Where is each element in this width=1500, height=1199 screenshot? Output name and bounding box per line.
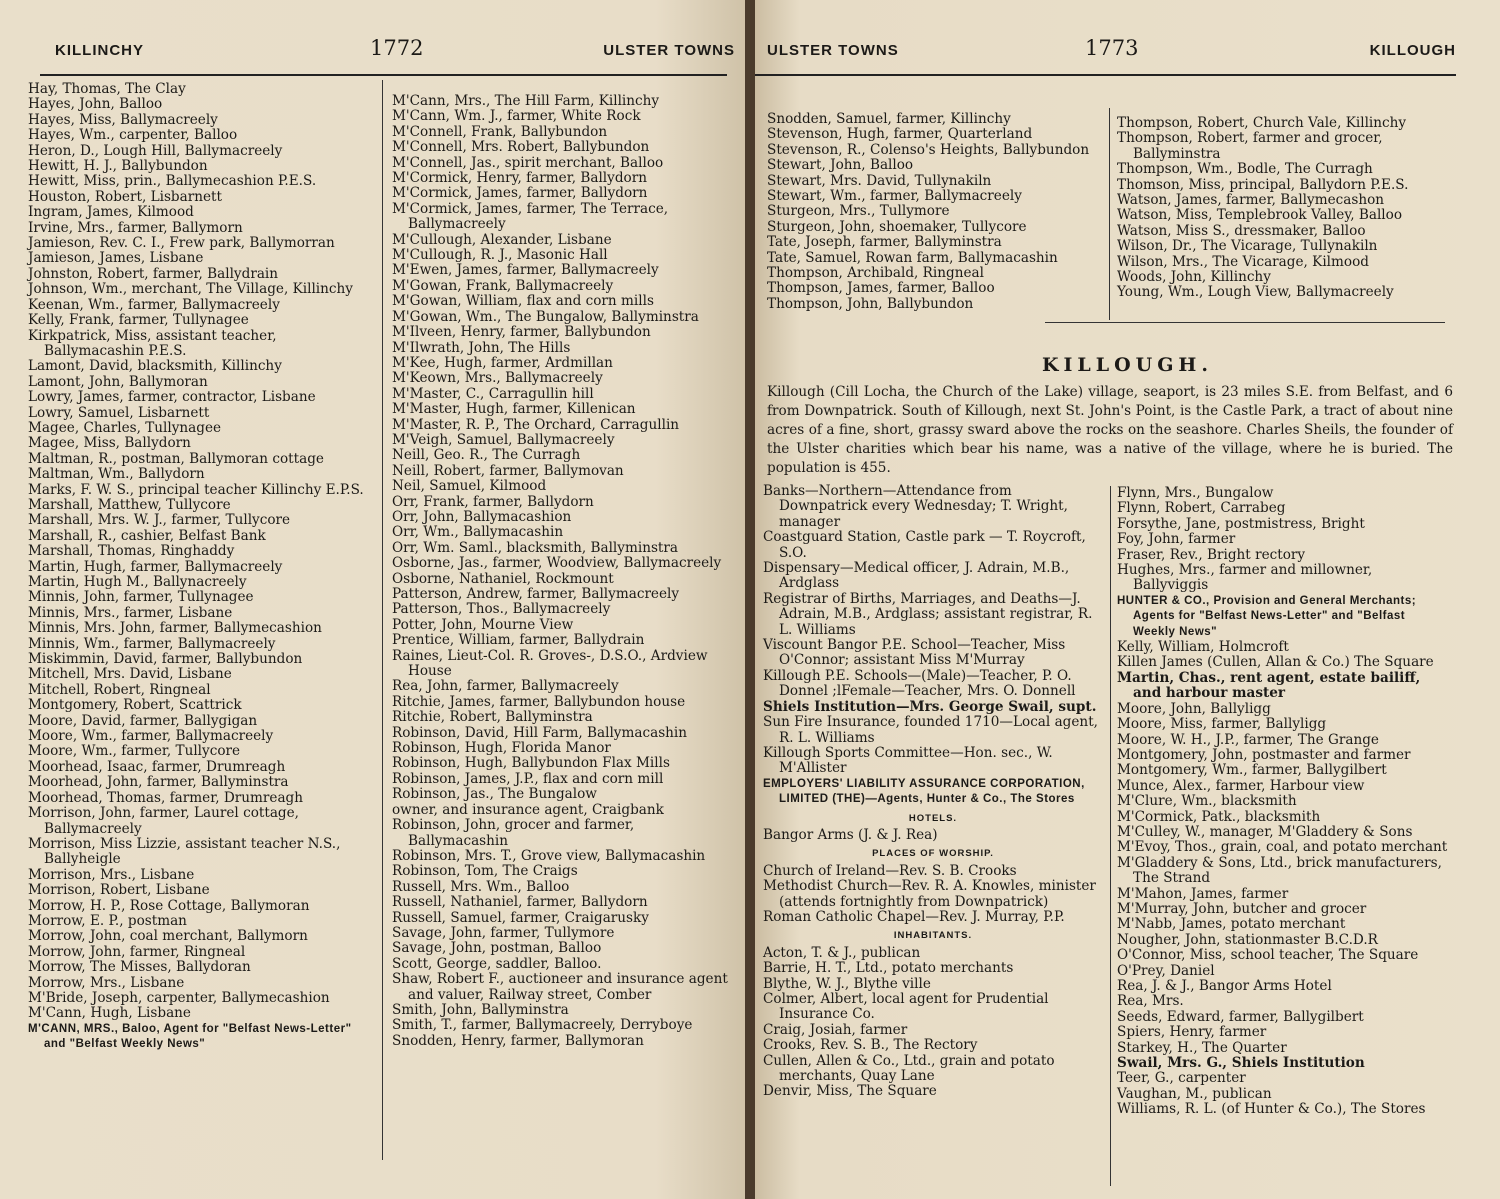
directory-entry: Montgomery, Wm., farmer, Ballygilbert bbox=[1117, 762, 1387, 779]
directory-entry: Maltman, R., postman, Ballymoran cottage bbox=[28, 450, 324, 467]
directory-entry: owner, and insurance agent, Craigbank bbox=[392, 801, 664, 818]
directory-entry: Minnis, Mrs. John, farmer, Ballymecashion bbox=[28, 620, 322, 637]
inhabitants-heading: INHABITANTS. bbox=[893, 930, 973, 942]
directory-entry: Wilson, Mrs., The Vicarage, Kilmood bbox=[1117, 253, 1369, 270]
directory-entry: Thompson, James, farmer, Balloo bbox=[767, 280, 995, 297]
directory-entry: Stewart, Wm., farmer, Ballymacreely bbox=[767, 188, 1022, 205]
directory-entry: Minnis, John, farmer, Tullynagee bbox=[28, 589, 254, 606]
directory-entry: M'Culley, W., manager, M'Gladdery & Sons bbox=[1117, 823, 1413, 840]
directory-entry: Hay, Thomas, The Clay bbox=[28, 81, 186, 97]
section-title: KILLOUGH. bbox=[1041, 354, 1214, 376]
directory-entry: M'Evoy, Thos., grain, coal, and potato merchant bbox=[1117, 839, 1448, 856]
directory-entry: Watson, Miss S., dressmaker, Balloo bbox=[1117, 222, 1366, 239]
directory-entry: Morrow, E. P., postman bbox=[28, 912, 187, 929]
section-rule bbox=[1045, 322, 1445, 323]
directory-entry: Rea, Mrs. bbox=[1117, 993, 1184, 1010]
directory-entry: M'Cann, Mrs., The Hill Farm, Killinchy bbox=[392, 93, 660, 109]
directory-entry: Munce, Alex., farmer, Harbour view bbox=[1117, 777, 1365, 794]
directory-entry: Orr, John, Ballymacashion bbox=[392, 508, 572, 525]
directory-entry: Morrow, John, farmer, Ringneal bbox=[28, 943, 246, 960]
directory-entry: Wilson, Dr., The Vicarage, Tullynakiln bbox=[1117, 238, 1378, 255]
hotels-list bbox=[763, 828, 1103, 843]
directory-entry: Moore, Wm., farmer, Ballymacreely bbox=[28, 728, 274, 745]
directory-entry: Robinson, Jas., The Bungalow bbox=[392, 786, 597, 803]
column-divider-bottom bbox=[1110, 486, 1111, 1186]
directory-entry: Mitchell, Mrs. David, Lisbane bbox=[28, 666, 232, 683]
right-top-col-1 bbox=[767, 112, 1112, 312]
directory-entry: Lamont, David, blacksmith, Killinchy bbox=[28, 358, 282, 375]
directory-entry: Watson, James, farmer, Ballymecashon bbox=[1117, 192, 1385, 209]
directory-entry: M'Kee, Hugh, farmer, Ardmillan bbox=[392, 354, 613, 371]
directory-entry: M'Murray, John, butcher and grocer bbox=[1117, 900, 1367, 917]
official-list bbox=[763, 484, 1103, 808]
directory-entry: Potter, John, Mourne View bbox=[392, 616, 574, 633]
directory-entry: M'Cormick, Patk., blacksmith bbox=[1117, 808, 1321, 825]
directory-entry: Hughes, Mrs., farmer and millowner, Ballyviggis bbox=[1117, 562, 1373, 594]
directory-entry: Killough Sports Committee—Hon. sec., W. M'Allister bbox=[763, 744, 1053, 777]
directory-entry: Cullen, Allen & Co., Ltd., grain and potato merchants, Quay Lane bbox=[763, 1052, 1055, 1085]
directory-entry: Marshall, R., cashier, Belfast Bank bbox=[28, 527, 266, 544]
directory-entry: O'Prey, Daniel bbox=[1117, 962, 1215, 979]
directory-entry: Mitchell, Robert, Ringneal bbox=[28, 681, 211, 698]
directory-entry: Kirkpatrick, Miss, assistant teacher, Ballymacashin P.E.S. bbox=[28, 327, 277, 359]
directory-entry: Tate, Joseph, farmer, Ballyminstra bbox=[767, 234, 1002, 251]
directory-entry: Lowry, Samuel, Lisbarnett bbox=[28, 404, 210, 421]
directory-entry: M'Master, C., Carragullin hill bbox=[392, 385, 594, 402]
directory-entry: Magee, Charles, Tullynagee bbox=[28, 419, 222, 436]
directory-entry: Smith, John, Ballyminstra bbox=[392, 1001, 569, 1018]
directory-entry: Morrison, Miss Lizzie, assistant teacher N.S., Ballyheigle bbox=[28, 835, 341, 868]
directory-entry: Flynn, Mrs., Bungalow bbox=[1117, 485, 1274, 501]
directory-entry: Viscount Bangor P.E. School—Teacher, Miss O'Connor; assistant Miss M'Murray bbox=[763, 637, 1066, 669]
directory-entry: Smith, T., farmer, Ballymacreely, Derryboye bbox=[392, 1017, 693, 1034]
directory-entry: Sun Fire Insurance, founded 1710—Local agent, R. L. Williams bbox=[763, 714, 1098, 746]
directory-entry: Foy, John, farmer bbox=[1117, 531, 1236, 548]
directory-entry: Spiers, Henry, farmer bbox=[1117, 1024, 1267, 1041]
directory-entry: Robinson, John, grocer and farmer, Ballymacashin bbox=[392, 817, 635, 849]
directory-entry: M'Gowan, Wm., The Bungalow, Ballyminstra bbox=[392, 308, 699, 325]
directory-entry: Martin, Chas., rent agent, estate bailiff, and harbour master bbox=[1117, 669, 1421, 702]
directory-entry: Heron, D., Lough Hill, Ballymacreely bbox=[28, 142, 283, 159]
directory-entry: M'Mahon, James, farmer bbox=[1117, 885, 1289, 902]
directory-entry: Forsythe, Jane, postmistress, Bright bbox=[1117, 515, 1365, 532]
directory-entry: Snodden, Henry, farmer, Ballymoran bbox=[392, 1032, 644, 1049]
directory-entry: Hewitt, Miss, prin., Ballymecashion P.E.S. bbox=[28, 173, 317, 190]
column-divider-top bbox=[1109, 108, 1110, 320]
directory-entry: Fraser, Rev., Bright rectory bbox=[1117, 546, 1306, 563]
directory-entry: Killough P.E. Schools—(Male)—Teacher, P. O. Donnel ;lFemale—Teacher, Mrs. O. Donnell bbox=[763, 667, 1076, 700]
directory-entry: Orr, Frank, farmer, Ballydorn bbox=[392, 493, 594, 510]
worship-list bbox=[763, 864, 1103, 926]
directory-entry: Maltman, Wm., Ballydorn bbox=[28, 466, 205, 483]
directory-entry: Martin, Hugh M., Ballynacreely bbox=[28, 574, 247, 590]
directory-entry: Dispensary—Medical officer, J. Adrain, M.B., Ardglass bbox=[763, 560, 1070, 592]
directory-entry: Neil, Samuel, Kilmood bbox=[392, 478, 547, 495]
directory-entry: Sturgeon, John, shoemaker, Tullycore bbox=[767, 218, 1027, 235]
directory-entry: M'Cullough, R. J., Masonic Hall bbox=[392, 247, 608, 264]
right-page bbox=[755, 0, 1500, 1199]
directory-entry: Robinson, David, Hill Farm, Ballymacashin bbox=[392, 724, 688, 741]
directory-entry: Moore, Wm., farmer, Tullycore bbox=[28, 743, 241, 760]
directory-entry: Marshall, Matthew, Tullycore bbox=[28, 496, 231, 513]
directory-entry: Morrison, John, farmer, Laurel cottage, Ballymacreely bbox=[28, 805, 299, 837]
directory-entry: Marshall, Thomas, Ringhaddy bbox=[28, 543, 235, 560]
directory-entry: Shiels Institution—Mrs. George Swail, supt. bbox=[763, 698, 1097, 715]
directory-entry: Hayes, Wm., carpenter, Balloo bbox=[28, 127, 238, 144]
directory-entry: Swail, Mrs. G., Shiels Institution bbox=[1117, 1055, 1365, 1072]
directory-entry: M'Gowan, Frank, Ballymacreely bbox=[392, 277, 614, 294]
running-head-left: KILLINCHY bbox=[55, 42, 144, 59]
directory-entry: Jamieson, James, Lisbane bbox=[28, 250, 204, 267]
directory-entry: Stewart, Mrs. David, Tullynakiln bbox=[767, 172, 992, 189]
directory-entry: Minnis, Wm., farmer, Ballymacreely bbox=[28, 635, 276, 652]
directory-entry: M'Nabb, James, potato merchant bbox=[1117, 916, 1346, 933]
directory-entry: Kelly, William, Holmcroft bbox=[1117, 639, 1289, 656]
directory-entry: Scott, George, saddler, Balloo. bbox=[392, 955, 602, 972]
directory-entry: Johnson, Wm., merchant, The Village, Killinchy bbox=[28, 281, 353, 298]
directory-entry: Kelly, Frank, farmer, Tullynagee bbox=[28, 312, 249, 329]
directory-entry: Jamieson, Rev. C. I., Frew park, Ballymorran bbox=[28, 235, 335, 252]
directory-entry: Thompson, Robert, farmer and grocer, Ballyminstra bbox=[1117, 130, 1383, 162]
right-top-col-2 bbox=[1117, 116, 1447, 301]
directory-entry: Osborne, Nathaniel, Rockmount bbox=[392, 570, 614, 587]
directory-entry: Russell, Mrs. Wm., Balloo bbox=[392, 878, 570, 895]
directory-entry: Neill, Geo. R., The Curragh bbox=[392, 447, 581, 464]
directory-entry: EMPLOYERS' LIABILITY ASSURANCE CORPORATION, LIMITED (THE)—Agents, Hunter & Co., The Stores bbox=[763, 777, 1085, 806]
section-intro: Killough (Cill Locha, the Church of the Lake) village, seaport, is 23 miles S.E. from Belfast, and 6 from Downpatrick. South of Killough, next St. John's Point, is the Castle Park, a tract of about nine acres of a fine, short, grassy sward above the rocks on the seashore. Charles Sheils, the founder of the Ulster charities which bear his name, was a native of the village, where he is buried. The population is 455. bbox=[767, 384, 1453, 476]
directory-entry: Stevenson, Hugh, farmer, Quarterland bbox=[767, 126, 1033, 143]
directory-entry: Miskimmin, David, farmer, Ballybundon bbox=[28, 651, 303, 668]
directory-entry: Johnston, Robert, farmer, Ballydrain bbox=[28, 265, 279, 282]
directory-entry: Moore, Miss, farmer, Ballyligg bbox=[1117, 716, 1327, 733]
directory-entry: Marshall, Mrs. W. J., farmer, Tullycore bbox=[28, 512, 291, 529]
directory-entry: Patterson, Andrew, farmer, Ballymacreely bbox=[392, 586, 680, 602]
directory-entry: M'Cann, Hugh, Lisbane bbox=[28, 1005, 191, 1022]
directory-entry: Houston, Robert, Lisbarnett bbox=[28, 188, 222, 205]
directory-entry: Thompson, Robert, Church Vale, Killinchy bbox=[1117, 115, 1407, 131]
right-page-header bbox=[755, 30, 1500, 76]
directory-entry: Acton, T. & J., publican bbox=[763, 944, 921, 961]
directory-entry: M'Connell, Frank, Ballybundon bbox=[392, 123, 608, 140]
directory-entry: Thomson, Miss, principal, Ballydorn P.E.S. bbox=[1117, 176, 1409, 193]
directory-entry: Young, Wm., Lough View, Ballymacreely bbox=[1117, 284, 1394, 301]
directory-entry: Ritchie, James, farmer, Ballybundon house bbox=[392, 693, 686, 710]
directory-entry: Seeds, Edward, farmer, Ballygilbert bbox=[1117, 1008, 1364, 1025]
directory-entry: Bangor Arms (J. & J. Rea) bbox=[763, 826, 938, 843]
directory-entry: Williams, R. L. (of Hunter & Co.), The Stores bbox=[1117, 1101, 1426, 1118]
directory-entry: Irvine, Mrs., farmer, Ballymorn bbox=[28, 219, 243, 236]
directory-entry: Watson, Miss, Templebrook Valley, Balloo bbox=[1117, 207, 1403, 224]
directory-entry: Patterson, Thos., Ballymacreely bbox=[392, 601, 611, 618]
directory-entry: Thompson, Wm., Bodle, The Curragh bbox=[1117, 161, 1373, 178]
directory-entry: Neill, Robert, farmer, Ballymovan bbox=[392, 462, 624, 479]
directory-entry: Nougher, John, stationmaster B.C.D.R bbox=[1117, 931, 1378, 948]
directory-entry: Robinson, James, J.P., flax and corn mill bbox=[392, 770, 664, 787]
running-head-left: ULSTER TOWNS bbox=[767, 42, 899, 59]
directory-entry: Flynn, Robert, Carrabeg bbox=[1117, 500, 1286, 517]
directory-entry: Rea, John, farmer, Ballymacreely bbox=[392, 678, 619, 695]
directory-entry: Sturgeon, Mrs., Tullymore bbox=[767, 203, 950, 220]
directory-entry: M'Keown, Mrs., Ballymacreely bbox=[392, 370, 603, 387]
directory-entry: Crooks, Rev. S. B., The Rectory bbox=[763, 1037, 978, 1054]
directory-entry: M'Clure, Wm., blacksmith bbox=[1117, 793, 1297, 810]
hotels-heading: HOTELS. bbox=[908, 812, 958, 824]
directory-entry: M'Ilwrath, John, The Hills bbox=[392, 339, 571, 356]
directory-entry: HUNTER & CO., Provision and General Merchants; Agents for "Belfast News-Letter" and "Belfast Weekly News" bbox=[1117, 594, 1417, 638]
directory-entry: M'Cann, Wm. J., farmer, White Rock bbox=[392, 108, 641, 125]
directory-entry: Prentice, William, farmer, Ballydrain bbox=[392, 632, 645, 649]
directory-entry: M'Ewen, James, farmer, Ballymacreely bbox=[392, 262, 659, 279]
directory-entry: Hewitt, H. J., Ballybundon bbox=[28, 158, 208, 175]
directory-entry: M'Connell, Jas., spirit merchant, Balloo bbox=[392, 154, 664, 171]
directory-entry: Martin, Hugh, farmer, Ballymacreely bbox=[28, 558, 283, 575]
directory-entry: Hayes, John, Balloo bbox=[28, 96, 163, 113]
directory-entry: M'Cormick, James, farmer, The Terrace, Ballymacreely bbox=[392, 200, 669, 233]
inhabitants-list bbox=[763, 946, 1103, 1100]
directory-entry: Robinson, Hugh, Ballybundon Flax Mills bbox=[392, 755, 670, 772]
directory-entry: Roman Catholic Chapel—Rev. J. Murray, P.P. bbox=[763, 908, 1065, 925]
directory-entry: Moore, John, Ballyligg bbox=[1117, 700, 1271, 717]
directory-entry: Barrie, H. T., Ltd., potato merchants bbox=[763, 960, 1014, 977]
directory-entry: M'Gladdery & Sons, Ltd., brick manufacturers, The Strand bbox=[1117, 854, 1442, 887]
directory-entry: Stevenson, R., Colenso's Heights, Ballybundon bbox=[767, 141, 1090, 158]
directory-entry: Morrow, John, coal merchant, Ballymorn bbox=[28, 928, 308, 945]
running-head-right: KILLOUGH bbox=[1369, 42, 1456, 59]
directory-entry: M'Gowan, William, flax and corn mills bbox=[392, 293, 654, 310]
page-number: 1772 bbox=[370, 36, 424, 60]
book-gutter bbox=[745, 0, 755, 1199]
directory-entry: Morrison, Robert, Lisbane bbox=[28, 882, 210, 899]
right-bottom-col-2 bbox=[1117, 486, 1449, 1118]
directory-entry: Blythe, W. J., Blythe ville bbox=[763, 975, 931, 992]
directory-entry: Tate, Samuel, Rowan farm, Ballymacashin bbox=[767, 249, 1058, 266]
directory-entry: Killen James (Cullen, Allan & Co.) The Square bbox=[1117, 654, 1434, 671]
directory-entry: Denvir, Miss, The Square bbox=[763, 1083, 937, 1100]
directory-entry: M'Master, R. P., The Orchard, Carragullin bbox=[392, 416, 680, 433]
directory-entry: M'Cormick, Henry, farmer, Ballydorn bbox=[392, 170, 647, 187]
directory-entry: Orr, Wm., Ballymacashin bbox=[392, 524, 564, 541]
directory-entry: Vaughan, M., publican bbox=[1117, 1085, 1272, 1102]
directory-entry: Morrow, Mrs., Lisbane bbox=[28, 974, 185, 991]
directory-entry: M'Veigh, Samuel, Ballymacreely bbox=[392, 431, 615, 448]
directory-entry: Craig, Josiah, farmer bbox=[763, 1021, 908, 1038]
header-rule bbox=[40, 74, 727, 76]
directory-entry: M'Connell, Mrs. Robert, Ballybundon bbox=[392, 139, 650, 156]
directory-entry: Russell, Samuel, farmer, Craigarusky bbox=[392, 909, 649, 926]
directory-entry: Shaw, Robert F., auctioneer and insurance agent and valuer, Railway street, Comber bbox=[392, 971, 728, 1003]
header-rule bbox=[755, 74, 1456, 76]
directory-entry: Robinson, Tom, The Craigs bbox=[392, 863, 578, 880]
directory-entry: O'Connor, Miss, school teacher, The Square bbox=[1117, 947, 1419, 964]
worship-heading: PLACES OF WORSHIP. bbox=[872, 848, 994, 860]
directory-entry: Lamont, John, Ballymoran bbox=[28, 373, 208, 390]
directory-entry: Coastguard Station, Castle park — T. Roycroft, S.O. bbox=[763, 529, 1086, 561]
directory-entry: Colmer, Albert, local agent for Prudential Insurance Co. bbox=[763, 991, 1049, 1023]
left-col-1 bbox=[28, 82, 373, 1053]
directory-entry: M'Master, Hugh, farmer, Killenican bbox=[392, 401, 636, 418]
directory-entry: Church of Ireland—Rev. S. B. Crooks bbox=[763, 862, 1017, 879]
directory-entry: Rea, J. & J., Bangor Arms Hotel bbox=[1117, 978, 1332, 994]
directory-entry: Moorhead, John, farmer, Ballyminstra bbox=[28, 774, 289, 791]
directory-entry: Thompson, Archibald, Ringneal bbox=[767, 265, 984, 282]
page-number: 1773 bbox=[1085, 36, 1139, 60]
directory-entry: Stewart, John, Balloo bbox=[767, 157, 914, 174]
right-bottom-col-1 bbox=[763, 484, 1103, 1100]
directory-entry: Marks, F. W. S., principal teacher Killinchy E.P.S. bbox=[28, 481, 364, 498]
directory-entry: Moorhead, Thomas, farmer, Drumreagh bbox=[28, 789, 304, 806]
directory-entry: Magee, Miss, Ballydorn bbox=[28, 435, 191, 452]
directory-entry: Methodist Church—Rev. R. A. Knowles, minister (attends fortnightly from Downpatrick) bbox=[763, 878, 1096, 910]
directory-entry: M'Ilveen, Henry, farmer, Ballybundon bbox=[392, 324, 651, 341]
directory-entry: Osborne, Jas., farmer, Woodview, Ballymacreely bbox=[392, 555, 722, 572]
directory-entry: Banks—Northern—Attendance from Downpatrick every Wednesday; T. Wright, manager bbox=[763, 483, 1068, 530]
running-head-right: ULSTER TOWNS bbox=[603, 42, 735, 59]
directory-entry: Thompson, John, Ballybundon bbox=[767, 295, 974, 312]
left-page-header bbox=[0, 30, 745, 76]
directory-entry: Robinson, Mrs. T., Grove view, Ballymacashin bbox=[392, 847, 706, 864]
left-col-2 bbox=[392, 94, 732, 1049]
directory-entry: Ingram, James, Kilmood bbox=[28, 204, 194, 221]
directory-entry: Robinson, Hugh, Florida Manor bbox=[392, 740, 611, 757]
directory-entry: Hayes, Miss, Ballymacreely bbox=[28, 111, 218, 128]
left-page bbox=[0, 0, 745, 1199]
directory-entry: M'Cormick, James, farmer, Ballydorn bbox=[392, 185, 648, 202]
column-divider bbox=[382, 80, 383, 1160]
directory-entry: Morrow, The Misses, Ballydoran bbox=[28, 959, 251, 976]
directory-entry: Russell, Nathaniel, farmer, Ballydorn bbox=[392, 894, 648, 911]
directory-entry: Snodden, Samuel, farmer, Killinchy bbox=[767, 111, 1011, 127]
directory-entry: Keenan, Wm., farmer, Ballymacreely bbox=[28, 296, 280, 313]
directory-entry: Moore, David, farmer, Ballygigan bbox=[28, 712, 258, 729]
directory-entry: Savage, John, postman, Balloo bbox=[392, 940, 602, 957]
directory-entry: Moorhead, Isaac, farmer, Drumreagh bbox=[28, 758, 286, 775]
directory-entry: Teer, G., carpenter bbox=[1117, 1070, 1246, 1087]
directory-entry: Orr, Wm. Saml., blacksmith, Ballyminstra bbox=[392, 539, 678, 556]
directory-entry: Montgomery, Robert, Scattrick bbox=[28, 697, 242, 714]
directory-entry: Woods, John, Killinchy bbox=[1117, 269, 1271, 286]
directory-entry: M'Bride, Joseph, carpenter, Ballymecashion bbox=[28, 989, 330, 1006]
directory-entry: Morrow, H. P., Rose Cottage, Ballymoran bbox=[28, 897, 310, 914]
directory-entry: M'Cullough, Alexander, Lisbane bbox=[392, 231, 612, 248]
directory-entry: Minnis, Mrs., farmer, Lisbane bbox=[28, 604, 233, 621]
directory-entry: Registrar of Births, Marriages, and Deaths—J. Adrain, M.B., Ardglass; assistant registrar, R. L. Williams bbox=[763, 590, 1093, 638]
directory-entry: Savage, John, farmer, Tullymore bbox=[392, 924, 615, 941]
directory-entry: Moore, W. H., J.P., farmer, The Grange bbox=[1117, 731, 1379, 748]
directory-entry: Montgomery, John, postmaster and farmer bbox=[1117, 746, 1411, 763]
directory-entry: Morrison, Mrs., Lisbane bbox=[28, 866, 195, 883]
directory-entry: Lowry, James, farmer, contractor, Lisbane bbox=[28, 389, 316, 406]
directory-entry: Ritchie, Robert, Ballyminstra bbox=[392, 709, 593, 726]
directory-entry: Starkey, H., The Quarter bbox=[1117, 1039, 1287, 1056]
directory-entry: Raines, Lieut-Col. R. Groves-, D.S.O., Ardview House bbox=[392, 647, 708, 680]
directory-entry: M'CANN, MRS., Baloo, Agent for "Belfast News-Letter" and "Belfast Weekly News" bbox=[28, 1022, 352, 1051]
